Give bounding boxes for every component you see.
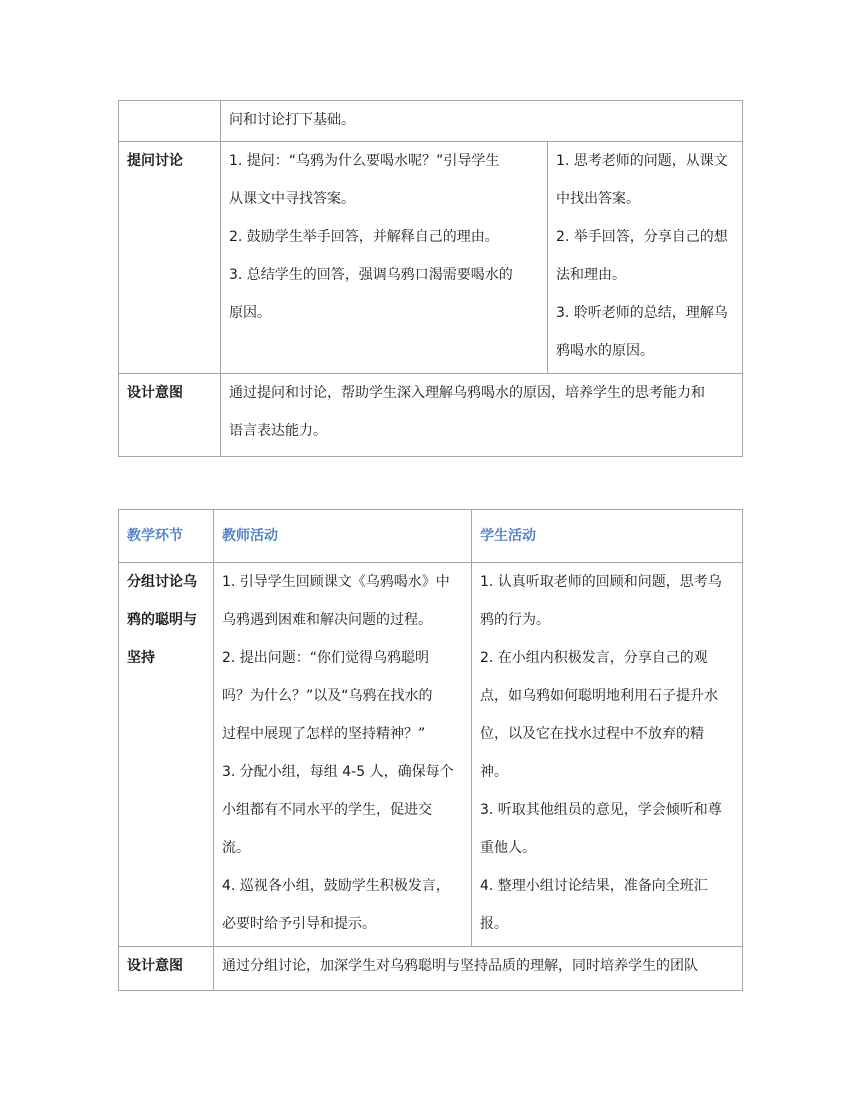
student-line: 神。 (480, 764, 508, 780)
row-label-line: 分组讨论乌 (127, 574, 197, 590)
intent-line: 通过分组讨论，加深学生对乌鸦聪明与坚持品质的理解，同时培养学生的团队 (222, 958, 698, 974)
row-label: 提问讨论 (127, 153, 183, 169)
student-line: 法和理由。 (556, 267, 626, 283)
header-cell (472, 510, 743, 563)
row-label-cell (119, 142, 221, 374)
teacher-activity-cell (221, 142, 548, 374)
student-line: 中找出答案。 (556, 191, 640, 207)
continuation-cell (221, 101, 743, 142)
teacher-line: 2. 鼓励学生举手回答，并解释自己的理由。 (229, 229, 499, 245)
row-label-cell (119, 947, 214, 991)
teacher-line: 吗？为什么？”以及“乌鸦在找水的 (222, 688, 433, 704)
continuation-text: 问和讨论打下基础。 (229, 112, 355, 128)
lesson-table-bottom (118, 509, 743, 991)
student-line: 3. 听取其他组员的意见，学会倾听和尊 (480, 802, 722, 818)
teacher-line: 小组都有不同水平的学生，促进交 (222, 802, 432, 818)
teacher-line: 3. 分配小组，每组 4-5 人，确保每个 (222, 764, 454, 780)
teacher-line: 2. 提出问题：“你们觉得乌鸦聪明 (222, 650, 430, 666)
teacher-line: 流。 (222, 840, 250, 856)
intent-line: 通过提问和讨论，帮助学生深入理解乌鸦喝水的原因，培养学生的思考能力和 (229, 385, 705, 401)
student-line: 3. 聆听老师的总结，理解乌 (556, 305, 728, 321)
teacher-line: 4. 巡视各小组，鼓励学生积极发言， (222, 878, 450, 894)
header-teacher: 教师活动 (222, 528, 278, 544)
header-cell (214, 510, 472, 563)
row-label: 设计意图 (127, 385, 183, 401)
intent-cell (221, 374, 743, 457)
student-line: 鸦的行为。 (480, 612, 550, 628)
teacher-activity-cell (214, 563, 472, 947)
teacher-line: 从课文中寻找答案。 (229, 191, 355, 207)
table-row-continuation (119, 101, 743, 142)
teacher-line: 1. 提问：“乌鸦为什么要喝水呢？”引导学生 (229, 153, 500, 169)
teacher-line: 必要时给予引导和提示。 (222, 916, 376, 932)
table-row-intent (119, 374, 743, 457)
intent-line: 语言表达能力。 (229, 423, 327, 439)
student-activity-cell (472, 563, 743, 947)
teacher-line: 过程中展现了怎样的坚持精神？” (222, 726, 426, 742)
table-row-group-discussion (119, 563, 743, 947)
student-line: 鸦喝水的原因。 (556, 343, 654, 359)
row-label-cell (119, 374, 221, 457)
table-row-intent (119, 947, 743, 991)
header-stage: 教学环节 (127, 528, 183, 544)
student-line: 1. 思考老师的问题，从课文 (556, 153, 728, 169)
table-header-row (119, 510, 743, 563)
teacher-line: 乌鸦遇到困难和解决问题的过程。 (222, 612, 432, 628)
teacher-line: 3. 总结学生的回答，强调乌鸦口渴需要喝水的 (229, 267, 513, 283)
empty-cell (119, 101, 221, 142)
student-line: 1. 认真听取老师的回顾和问题，思考乌 (480, 574, 722, 590)
row-label: 设计意图 (127, 958, 183, 974)
student-line: 点，如乌鸦如何聪明地利用石子提升水 (480, 688, 718, 704)
student-activity-cell (548, 142, 743, 374)
teacher-line: 1. 引导学生回顾课文《乌鸦喝水》中 (222, 574, 450, 590)
student-line: 报。 (480, 916, 508, 932)
student-line: 2. 在小组内积极发言，分享自己的观 (480, 650, 708, 666)
teacher-line: 原因。 (229, 305, 271, 321)
header-cell (119, 510, 214, 563)
row-label-line: 鸦的聪明与 (127, 612, 197, 628)
header-student: 学生活动 (480, 528, 536, 544)
student-line: 2. 举手回答，分享自己的想 (556, 229, 728, 245)
table-row-discussion (119, 142, 743, 374)
intent-cell (214, 947, 743, 991)
row-label-line: 坚持 (127, 650, 155, 666)
row-label-cell (119, 563, 214, 947)
student-line: 重他人。 (480, 840, 536, 856)
student-line: 4. 整理小组讨论结果，准备向全班汇 (480, 878, 708, 894)
lesson-table-top (118, 100, 743, 457)
student-line: 位，以及它在找水过程中不放弃的精 (480, 726, 704, 742)
